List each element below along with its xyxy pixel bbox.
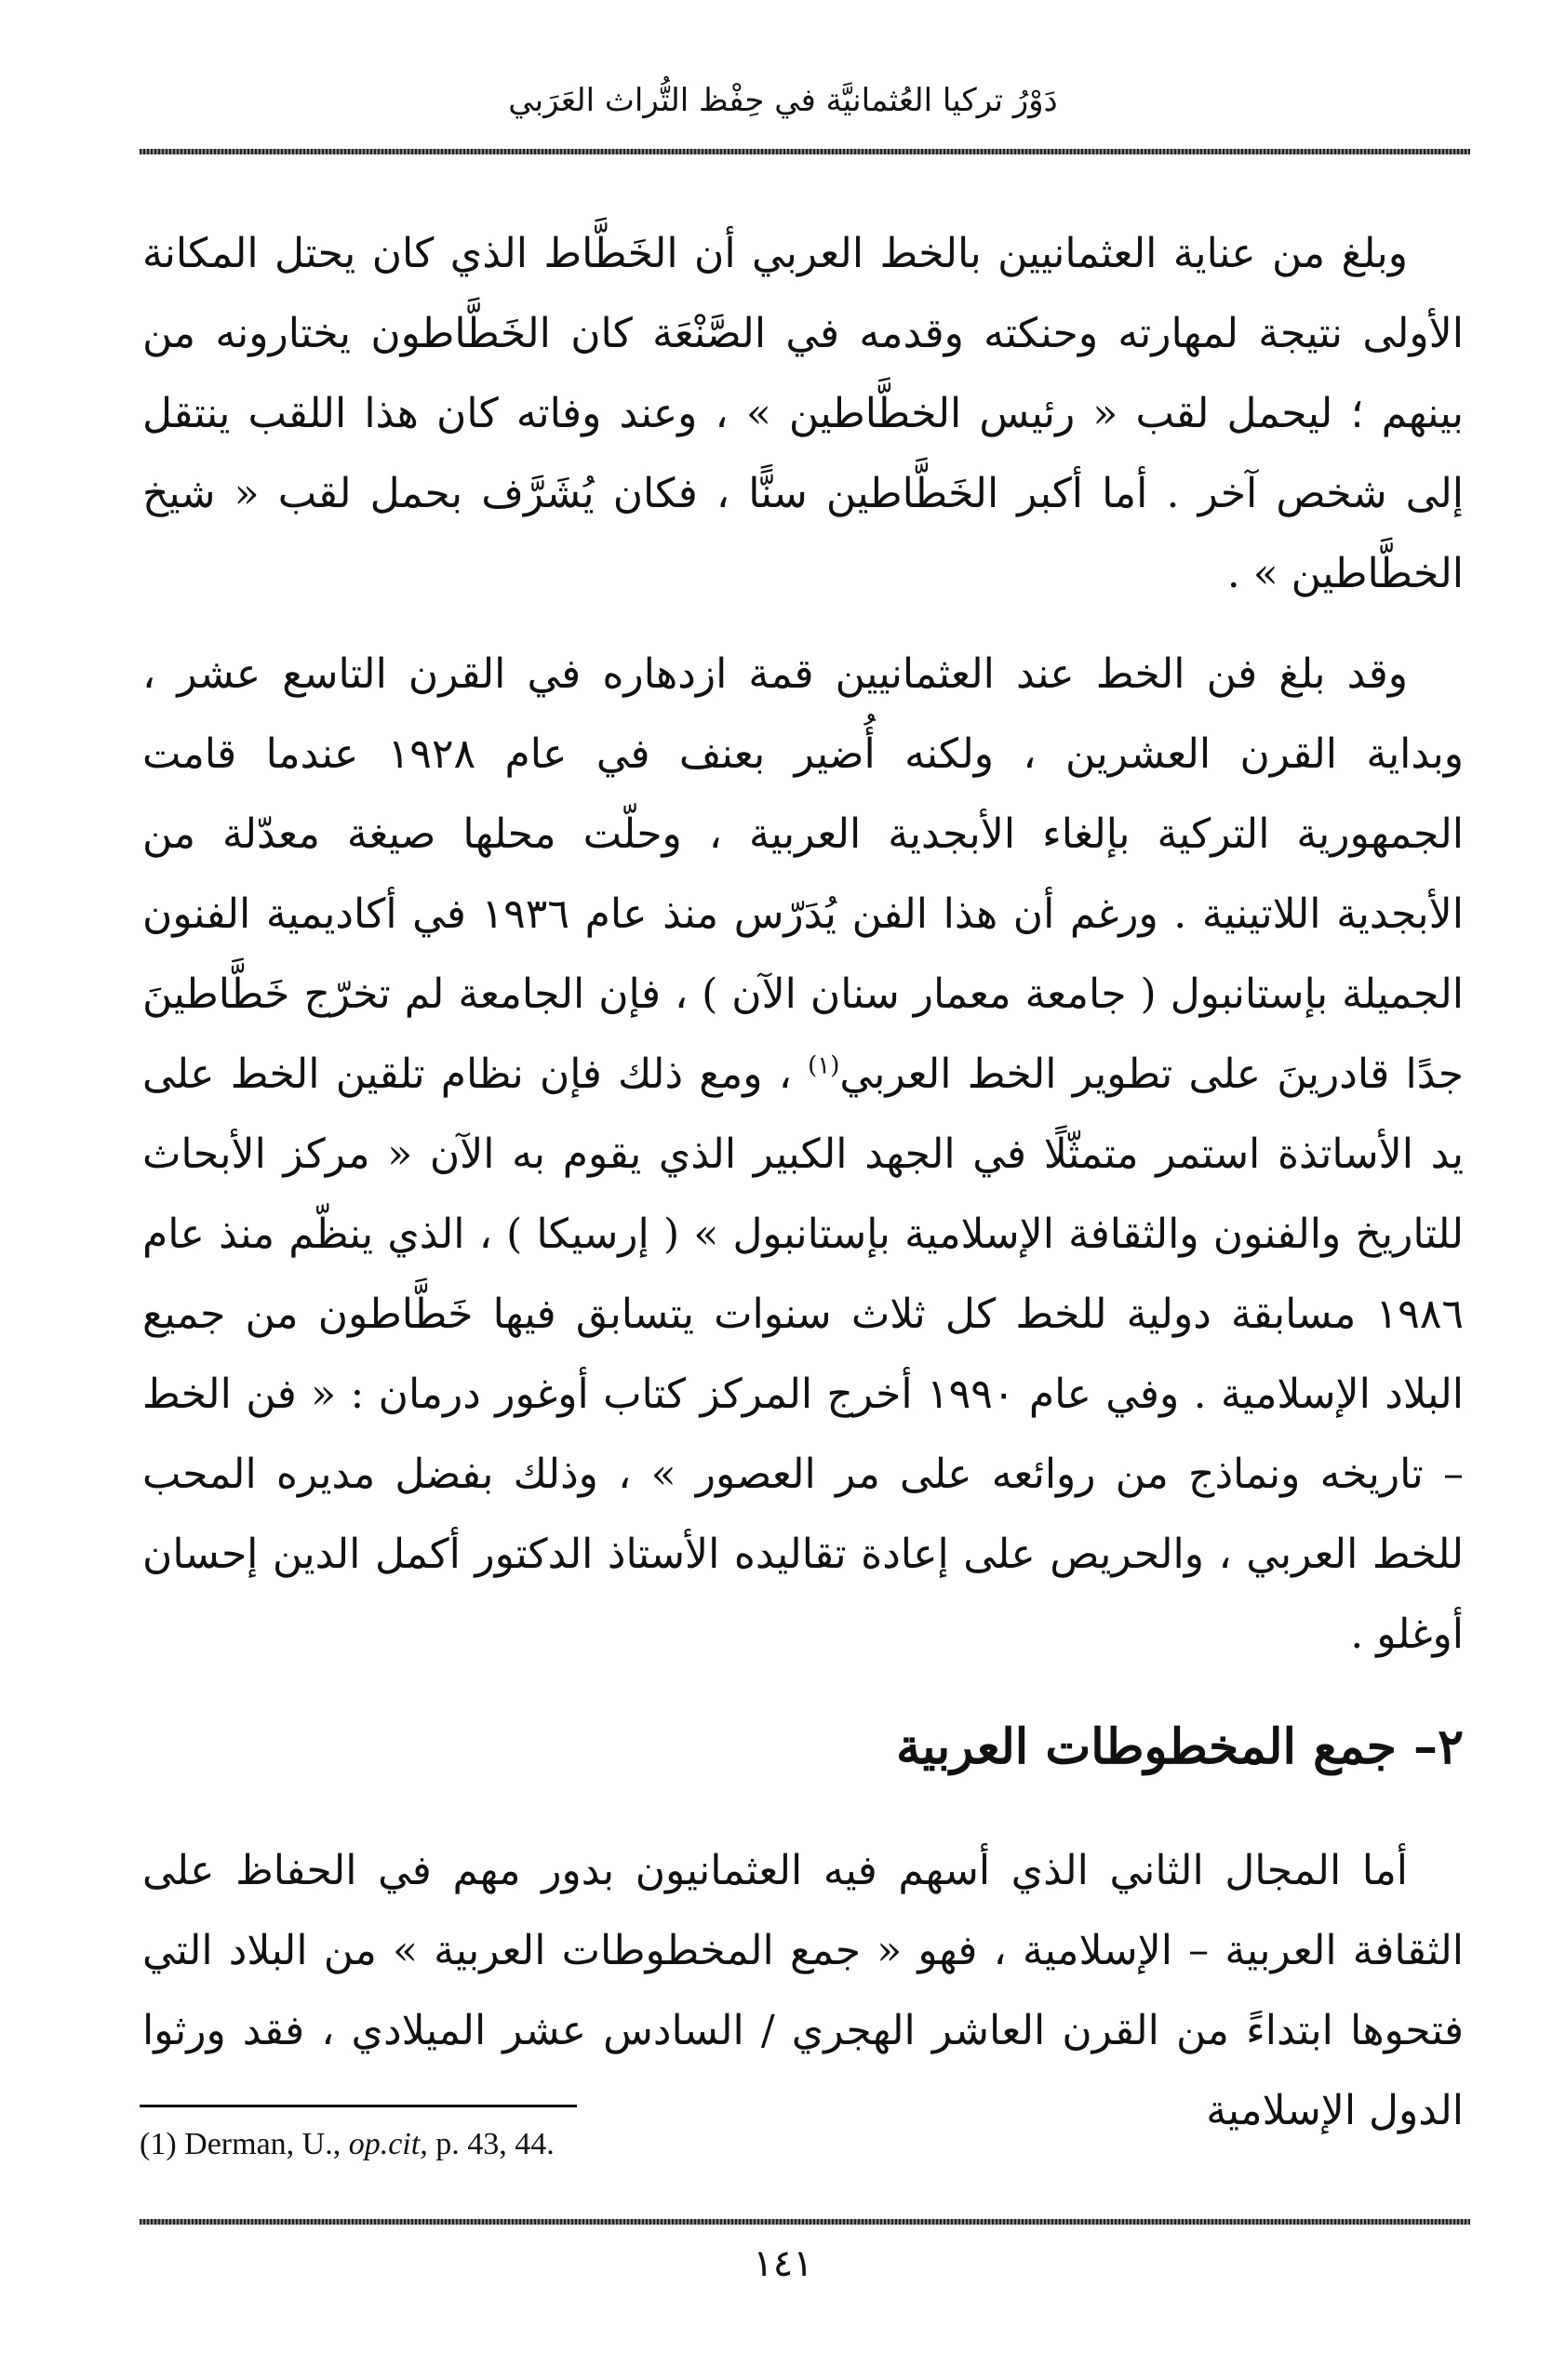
footer-rule — [140, 2219, 1470, 2225]
paragraph-3: أما المجال الثاني الذي أسهم فيه العثمانيون بدور مهم في الحفاظ على الثقافة العربية – الإسلامية ، فهو « جمع المخطوطات العربية » من البلاد التي فتحوها ابتداءً من القرن العاشر الهجري / السادس عشر الميلادي ، فقد ورثوا الدول الإسلامية — [142, 1847, 1464, 2134]
footnote-pages: p. 43, 44. — [435, 2127, 555, 2161]
footnote-rule — [140, 2105, 577, 2107]
paragraph-2-text: وقد بلغ فن الخط عند العثمانيين قمة ازدهاره في القرن التاسع عشر ، وبداية القرن العشرين ، ولكنه أُضير بعنف في عام ١٩٢٨ عندما قامت الجمهورية التركية بإلغاء الأبجدية العربية ، وحلّت محلها صيغة معدّلة من الأبجدية اللاتينية . ورغم أن هذا الفن يُدَرّس منذ عام ١٩٣٦ في أكاديمية الفنون الجميلة بإستانبول ( جامعة معمار سنان الآن ) ، فإن الجامعة لم تخرّج خَطَّاطينَ جدًا قادرينَ على تطوير الخط العربي — [142, 650, 1464, 1098]
footnote-op-cit: op.cit, — [348, 2127, 428, 2161]
section-heading: ٢– جمع المخطوطات العربية — [896, 1718, 1464, 1775]
paragraph-1: وبلغ من عناية العثمانيين بالخط العربي أن الخَطَّاط الذي كان يحتل المكانة الأولى نتيجة لمهارته وحنكته وقدمه في الصَّنْعَة كان الخَطَّاطون يختارونه من بينهم ؛ ليحمل لقب « رئيس الخطَّاطين » ، وعند وفاته كان هذا اللقب ينتقل إلى شخص آخر . أما أكبر الخَطَّاطين سنًّا ، فكان يُشَرَّف بحمل لقب « شيخ الخطَّاطين » . — [142, 230, 1464, 597]
footnote-marker: (١) — [808, 1051, 840, 1080]
footnote-number: (1) — [140, 2127, 177, 2161]
header-rule — [140, 149, 1470, 154]
main-text — [142, 214, 1464, 2151]
paragraph-2 — [142, 635, 1464, 1675]
page-number: ١٤١ — [753, 2242, 813, 2285]
running-head: دَوْرُ تركيا العُثمانيَّة في حِفْظ التُّراث العَرَبي — [508, 82, 1058, 119]
paragraph-2-continuation: ، ومع ذلك فإن نظام تلقين الخط على يد الأساتذة استمر متمثّلًا في الجهد الكبير الذي يقوم به الآن « مركز الأبحاث للتاريخ والفنون والثقافة الإسلامية بإستانبول » ( إرسيكا ) ، الذي ينظّم منذ عام ١٩٨٦ مسابقة دولية للخط كل ثلاث سنوات يتسابق فيها خَطَّاطون من جميع البلاد الإسلامية . وفي عام ١٩٩٠ أخرج المركز كتاب أوغور درمان : « فن الخط – تاريخه ونماذج من روائعه على مر العصور » ، وذلك بفضل مديره المحب للخط العربي ، والحريص على إعادة تقاليده الأستاذ الدكتور أكمل الدين إحسان أوغلو . — [142, 1050, 1465, 1658]
footnote-author: Derman, U., — [184, 2127, 341, 2161]
footnote — [140, 2127, 555, 2162]
